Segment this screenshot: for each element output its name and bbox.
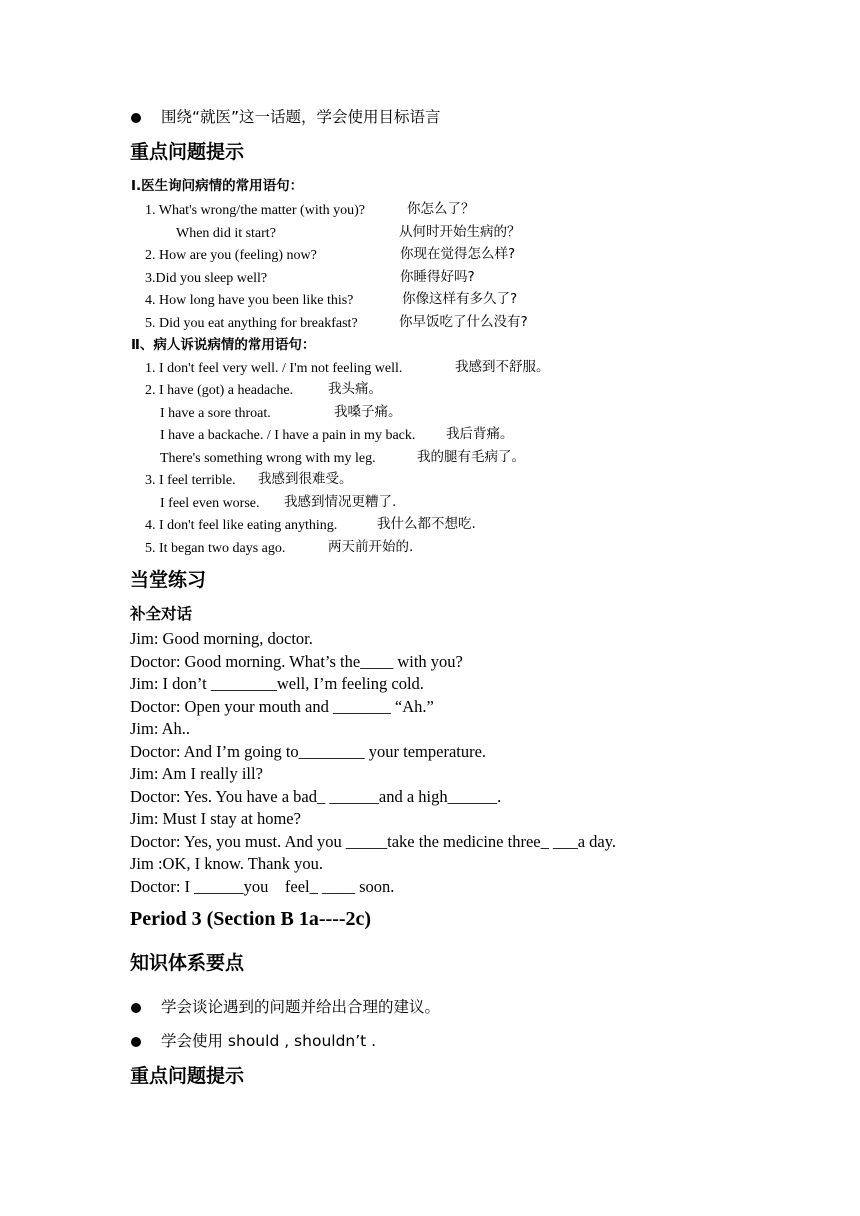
- patient-phrase-en: 1. I don't feel very well. / I'm not feeling well.: [145, 361, 403, 376]
- doctor-question-en: 5. Did you eat anything for breakfast?: [145, 316, 358, 331]
- patient-phrase-en: I feel even worse.: [160, 496, 260, 511]
- knowledge-bullet-text: 学会使用 should , shouldn’t .: [161, 1032, 377, 1050]
- dialog-line: Jim: I don’t ________well, I’m feeling cold.: [130, 674, 424, 693]
- dialog-line: Doctor: Good morning. What’s the____ with you?: [130, 652, 463, 671]
- doctor-question-cn: 从何时开始生病的？: [399, 224, 521, 240]
- section-2-title: Ⅱ、病人诉说病情的常用语句：: [131, 337, 316, 353]
- patient-phrase-cn: 我感到不舒服。: [455, 359, 550, 375]
- section-1-title: Ⅰ.医生询问病情的常用语句：: [131, 178, 304, 194]
- heading-key-points-2: 重点问题提示: [130, 1065, 245, 1087]
- dialog-line: Jim: Am I really ill?: [130, 764, 263, 783]
- patient-phrase-en: 4. I don't feel like eating anything.: [145, 518, 338, 533]
- bullet-icon: [131, 1037, 141, 1047]
- doctor-question-en: 4. How long have you been like this?: [145, 293, 354, 308]
- dialog-line: Doctor: Open your mouth and _______ “Ah.”: [130, 697, 434, 716]
- dialog-line: Jim :OK, I know. Thank you.: [130, 854, 323, 873]
- patient-phrase-en: 3. I feel terrible.: [145, 473, 236, 488]
- period-title: Period 3 (Section B 1a----2c): [130, 908, 372, 930]
- dialog-line: Jim: Must I stay at home?: [130, 809, 301, 828]
- doctor-question-cn: 你现在觉得怎么样?: [400, 246, 516, 262]
- doctor-question-en: When did it start?: [176, 226, 276, 241]
- heading-knowledge: 知识体系要点: [130, 952, 245, 974]
- bullet-icon: [131, 1003, 141, 1013]
- doctor-question-en: 2. How are you (feeling) now?: [145, 248, 317, 263]
- patient-phrase-cn: 我感到很难受。: [258, 471, 353, 487]
- patient-phrase-cn: 我什么都不想吃.: [377, 516, 476, 532]
- patient-phrase-en: There's something wrong with my leg.: [160, 451, 376, 466]
- patient-phrase-en: I have a backache. / I have a pain in my back.: [160, 428, 416, 443]
- dialog-line: Doctor: And I’m going to________ your temperature.: [130, 742, 487, 761]
- patient-phrase-cn: 我的腿有毛病了。: [417, 449, 525, 465]
- dialog-line: Doctor: I ______you feel_ ____ soon.: [130, 877, 395, 896]
- doctor-question-cn: 你早饭吃了什么没有?: [399, 314, 528, 330]
- knowledge-bullet-text: 学会谈论遇到的问题并给出合理的建议。: [161, 998, 441, 1016]
- dialog-line: Doctor: Yes, you must. And you _____take the medicine three_ ___a day.: [130, 832, 617, 851]
- patient-phrase-en: 5. It began two days ago.: [145, 541, 286, 556]
- bullet-icon: [131, 113, 141, 123]
- patient-phrase-cn: 我后背痛。: [446, 426, 514, 442]
- patient-phrase-cn: 两天前开始的.: [328, 539, 414, 555]
- doctor-question-cn: 你睡得好吗?: [400, 269, 475, 285]
- patient-phrase-cn: 我头痛。: [328, 381, 382, 397]
- patient-phrase-cn: 我感到情况更糟了.: [284, 494, 397, 510]
- dialog-line: Jim: Good morning, doctor.: [130, 629, 313, 648]
- doctor-question-cn: 你怎么了？: [407, 201, 475, 217]
- doctor-question-en: 3.Did you sleep well?: [145, 271, 268, 286]
- dialog-line: Jim: Ah..: [130, 719, 191, 738]
- subheading-dialog: 补全对话: [130, 605, 193, 623]
- intro-bullet-text: 围绕“就医”这一话题，学会使用目标语言: [161, 108, 441, 126]
- patient-phrase-cn: 我嗓子痛。: [334, 404, 402, 420]
- dialog-line: Doctor: Yes. You have a bad_ ______and a high______.: [130, 787, 502, 806]
- heading-practice: 当堂练习: [130, 569, 207, 591]
- doctor-question-cn: 你像这样有多久了?: [402, 291, 518, 307]
- patient-phrase-en: 2. I have (got) a headache.: [145, 383, 294, 398]
- patient-phrase-en: I have a sore throat.: [160, 406, 271, 421]
- doctor-question-en: 1. What's wrong/the matter (with you)?: [145, 203, 365, 218]
- heading-key-points: 重点问题提示: [130, 141, 245, 163]
